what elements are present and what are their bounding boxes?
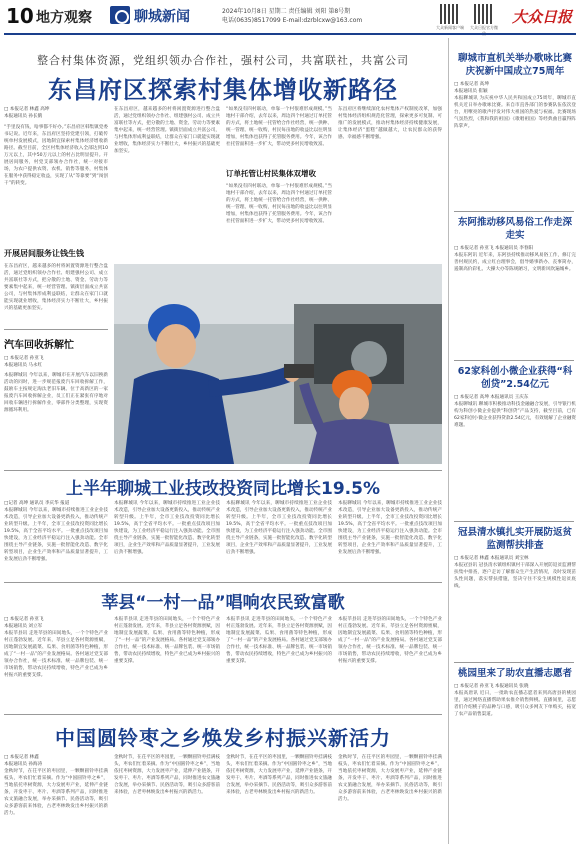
sidebar-story-byline: □ 本报记者 孙亚飞 本报通讯员 李春阳	[454, 246, 534, 251]
lead-body: “如果没有四村联动，单靠一个村很难形成规模。”当地村干部介绍，去年以来，周边四个村通过订单托管的方式，将土地统一托管给合作社经营，统一供种、统一管理、统一收购，村民每亩地的收益比以往明显增加，村集体也获得了托管服务费用。今年，该合作社托管面积进一步扩大，带动更多村民增收致富。	[226, 107, 332, 147]
story2-col-2	[114, 500, 220, 578]
qr-caption: 大众日报官方微	[470, 25, 498, 30]
divider	[454, 521, 574, 522]
story4-col-4	[338, 754, 442, 842]
story2-body: 本报聊城讯 今年以来，聊城市持续推进工业企业技术改造，引导企业加大设备更新投入，推动传统产业转型升级。上半年，全市工业技改投资同比增长19.5%，高于全省平均水平。一批重点技改项目加快建设，为工业经济平稳运行注入强劲动能。全市围绕主导产业链条，实施一批智能化改造、数字化转型项目，企业生产效率和产品质量显著提升，工业发展后劲不断增强。	[226, 501, 332, 555]
story3-body: 本报莘县讯 走进莘县的田间地头，一个个特色产业村正蓬勃发展。近年来，莘县立足各村资源禀赋，因地制宜发展蔬菜、瓜果、食用菌等特色种植，形成了“一村一品”的产业发展格局。各村通过党支部领办合作社，统一技术标准、统一品牌包装、统一市场销售，带动农民持续增收，特色产业已成为乡村振兴的重要支撑。	[226, 617, 332, 664]
sidebar-story-byline: □ 本报记者 高坤 本报通讯员 王庆东	[454, 395, 529, 400]
story3-body: 本报莘县讯 走进莘县的田间地头，一个个特色产业村正蓬勃发展。近年来，莘县立足各村资源禀赋，因地制宜发展蔬菜、瓜果、食用菌等特色种植，形成了“一村一品”的产业发展格局。各村通过党支部领办合作社，统一技术标准、统一品牌包装、统一市场销售，带动农民持续增收，特色产业已成为乡村振兴的重要支撑。	[4, 631, 108, 678]
divider	[454, 360, 574, 361]
lead-body: 在东昌府区，越来越多的村将闲置资源进行整合盘活，通过党组织领办合作社、组建强村公司、成立共富联社等方式，把分散的土地、资金、劳动力等要素集中起来，统一经营管理。镇街层面成立共富公司，与村集体形成利益联结，让群众在家门口就能实现就业增收，集体经济实力不断壮大，乡村振兴的基础更加坚实。	[4, 264, 108, 311]
sidebar	[448, 38, 576, 844]
brief-box	[4, 329, 108, 442]
lead-body: “如果没有四村联动，单靠一个村很难形成规模。”当地村干部介绍，去年以来，周边四个村通过订单托管的方式，将土地统一托管给合作社经营，统一供种、统一管理、统一收购，村民每亩地的收益比以往明显增加，村集体也获得了托管服务费用。今年，该合作社托管面积进一步扩大，带动更多村民增收致富。	[226, 184, 332, 224]
section-name: 地方观察	[36, 10, 92, 26]
qr-code-icon	[440, 4, 460, 24]
qr-code-icon	[474, 4, 494, 24]
story4-body: 金秋时节，在茌平区的枣园里，一颗颗圆铃枣挂满枝头，枣农们忙着采摘。作为“中国圆铃枣之乡”，当地依托枣树资源，大力发展枣产业，延伸产业链条，开发枣干、枣片、枣酒等系列产品，同时推进农文旅融合发展，举办采摘节、民俗活动等，吸引众多游客前来体验，古老枣林焕发出乡村振兴的新活力。	[338, 755, 442, 802]
story2-body: 本报聊城讯 今年以来，聊城市持续推进工业企业技术改造，引导企业加大设备更新投入，推动传统产业转型升级。上半年，全市工业技改投资同比增长19.5%，高于全省平均水平。一批重点技改项目加快建设，为工业经济平稳运行注入强劲动能。全市围绕主导产业链条，实施一批智能化改造、数字化转型项目，企业生产效率和产品质量显著提升，工业发展后劲不断增强。	[4, 508, 108, 562]
story2-col-4	[338, 500, 442, 578]
story3-byline: □ 本报记者 孙亚飞 本报通讯员 刘立军	[4, 617, 44, 629]
divider	[454, 211, 574, 212]
story4-byline: □ 本报记者 林鑫 本报通讯员 孙海涛	[4, 755, 43, 767]
masthead-rule	[4, 33, 576, 35]
story4-col-2	[114, 754, 220, 842]
story3-col-1	[4, 616, 108, 708]
edition-meta: 2024年10月8日 星期二 责任编辑 刘阳 第8号期 电话(0635)8517099 E-mail:dzrblcxw@163.com	[222, 8, 363, 24]
sidebar-story-title: 东阿推动移风易俗工作走深走实	[457, 217, 572, 241]
sidebar-story-byline: □ 本报记者 林鑫 本报通讯员 刘宝林	[454, 556, 529, 561]
page-name: 聊城新闻	[134, 9, 190, 25]
brief-body: 本报聊城讯 今年以来，聊城市在开展汽车以旧换新活动的同时，进一步规范报废汽车回收拆解工作，鼓励车主按规定淘汰老旧车辆。位于高新区的一家报废汽车回收拆解企业，员工们正在紧张有序地对回收车辆进行拆解作业，零部件分类整理，实现资源循环利用。	[4, 373, 108, 413]
story2-headline: 上半年聊城工业技改投资同比增长19.5%	[66, 479, 380, 499]
sidebar-story-body: 本报冠县讯 冠县清水镇组织镇村干部深入开展防返贫监测帮扶集中排查，逐户走访了解群众生产生活情况，及时发现苗头性问题，落实帮扶措施，坚决守住不发生规模性返贫底线。	[454, 563, 576, 589]
sidebar-story-title: 冠县清水镇扎实开展防返贫监测帮扶排查	[457, 527, 572, 551]
story3-body: 本报莘县讯 走进莘县的田间地头，一个个特色产业村正蓬勃发展。近年来，莘县立足各村资源禀赋，因地制宜发展蔬菜、瓜果、食用菌等特色种植，形成了“一村一品”的产业发展格局。各村通过党支部领办合作社，统一技术标准、统一品牌包装、统一市场销售，带动农民持续增收，特色产业已成为乡村振兴的重要支撑。	[338, 617, 442, 664]
lead-body: 东昌府区将继续深化农村集体产权制度改革，加强村集体经济组织规范化管理，探索更多可复制、可推广的发展模式，推动村集体经济持续健康发展，让集体经济“蛋糕”越做越大，让农民群众的获得感、幸福感不断增强。	[338, 107, 442, 140]
lead-byline: □ 本报记者 林鑫 高坤 本报通讯员 孙长鹤	[4, 107, 50, 119]
story4-col-3	[226, 754, 332, 842]
lead-headline: 东昌府区探索村集体增收新路径	[48, 76, 398, 104]
sidebar-story-title: 桃园里来了助农直播志愿者	[457, 668, 572, 679]
paper-badge-icon	[110, 6, 130, 24]
divider	[4, 470, 442, 471]
story4-headline: 中国圆铃枣之乡焕发乡村振兴新活力	[55, 726, 391, 750]
story4-body: 金秋时节，在茌平区的枣园里，一颗颗圆铃枣挂满枝头，枣农们忙着采摘。作为“中国圆铃枣之乡”，当地依托枣树资源，大力发展枣产业，延伸产业链条，开发枣干、枣片、枣酒等系列产品，同时推进农文旅融合发展，举办采摘节、民俗活动等，吸引众多游客前来体验，古老枣林焕发出乡村振兴的新活力。	[226, 755, 332, 795]
sidebar-story-title: 聊城市直机关举办歌咏比赛庆祝新中国成立75周年	[457, 53, 572, 77]
story3-body: 本报莘县讯 走进莘县的田间地头，一个个特色产业村正蓬勃发展。近年来，莘县立足各村资源禀赋，因地制宜发展蔬菜、瓜果、食用菌等特色种植，形成了“一村一品”的产业发展格局。各村通过党支部领办合作社，统一技术标准、统一品牌包装、统一市场销售，带动农民持续增收，特色产业已成为乡村振兴的重要支撑。	[114, 617, 220, 664]
lead-col-2	[114, 106, 220, 262]
divider	[4, 714, 442, 715]
brief-byline: □ 本报记者 孙亚飞 本报通讯员 马永红	[4, 356, 44, 368]
sidebar-story-body: 本报东阿讯 近年来，东阿县持续推动移风易俗工作，修订完善村规民约，成立红白理事会，倡导婚事新办、丧事简办，遏制高价彩礼、大操大办等陈规陋习，文明新风吹遍城乡。	[454, 253, 576, 272]
story3-col-4	[338, 616, 442, 708]
lead-body: 在东昌府区，越来越多的村将闲置资源进行整合盘活，通过党组织领办合作社、组建强村公司、成立共富联社等方式，把分散的土地、资金、劳动力等要素集中起来，统一经营管理。镇街层面成立共富公司，与村集体形成利益联结，让群众在家门口就能实现就业增收，集体经济实力不断壮大，乡村振兴的基础更加坚实。	[114, 107, 220, 154]
sidebar-story-byline: □ 本报记者 孙亚飞 本报通讯员 张晓	[454, 684, 529, 689]
story2-col-1	[4, 500, 108, 578]
sidebar-story-body: 本报聊城讯 为庆祝中华人民共和国成立75周年，聊城市直机关近日举办歌咏比赛。来自市直各部门的参赛队伍依次登台，用嘹亮的歌声抒发对伟大祖国的热爱与祝福。比赛现场气氛热烈，《我和我的祖国》《歌唱祖国》等经典曲目赢得阵阵掌声。	[454, 96, 576, 129]
newspaper-logo: 大众日报	[512, 8, 573, 26]
story2-body: 本报聊城讯 今年以来，聊城市持续推进工业企业技术改造，引导企业加大设备更新投入，推动传统产业转型升级。上半年，全市工业技改投资同比增长19.5%，高于全省平均水平。一批重点技改项目加快建设，为工业经济平稳运行注入强劲动能。全市围绕主导产业链条，实施一批智能化改造、数字化转型项目，企业生产效率和产品质量显著提升，工业发展后劲不断增强。	[338, 501, 442, 555]
sidebar-story-body: 本报聊城讯 聊城市积极推动科技金融融合发展，引导银行机构为科创小微企业提供“科创贷”产品支持，截至目前，已有62家科创小微企业获得贷款2.54亿元，有效缓解了企业融资难题。	[454, 402, 576, 428]
news-photo	[114, 264, 442, 464]
masthead	[0, 0, 580, 36]
story3-col-3	[226, 616, 332, 708]
divider	[454, 662, 574, 663]
main-content	[4, 38, 442, 844]
lead-subhead: 订单托管让村民集体双增收	[226, 169, 316, 178]
story4-body: 金秋时节，在茌平区的枣园里，一颗颗圆铃枣挂满枝头，枣农们忙着采摘。作为“中国圆铃枣之乡”，当地依托枣树资源，大力发展枣产业，延伸产业链条，开发枣干、枣片、枣酒等系列产品，同时推进农文旅融合发展，举办采摘节、民俗活动等，吸引众多游客前来体验，古老枣林焕发出乡村振兴的新活力。	[114, 755, 220, 795]
story2-col-3	[226, 500, 332, 578]
sidebar-story-byline: □ 本报记者 高坤 本报通讯员 崔颖	[454, 82, 489, 94]
story2-body: 本报聊城讯 今年以来，聊城市持续推进工业企业技术改造，引导企业加大设备更新投入，推动传统产业转型升级。上半年，全市工业技改投资同比增长19.5%，高于全省平均水平。一批重点技改项目加快建设，为工业经济平稳运行注入强劲动能。全市围绕主导产业链条，实施一批智能化改造、数字化转型项目，企业生产效率和产品质量显著提升，工业发展后劲不断增强。	[114, 501, 220, 555]
lead-col-3	[226, 106, 332, 262]
story2-byline: □记者 高坤 通讯员 李庆华 报道	[4, 501, 70, 506]
photo-illustration	[114, 264, 442, 464]
divider	[4, 582, 442, 583]
qr-caption: 大众新闻客户端	[436, 25, 464, 30]
story4-col-1	[4, 754, 108, 842]
brief-title: 汽车回收拆解忙	[4, 340, 74, 351]
story3-col-2	[114, 616, 220, 708]
lead-subhead: 开展居间服务让钱生钱	[4, 249, 84, 258]
sidebar-story-body: 本报高唐讯 近日，一批助农直播志愿者来到高唐县的桃园里，通过网络直播帮助果农推介销售鲜桃。直播间里，志愿者们介绍桃子的品种与口感，吸引众多网友下单购买，拓宽了农产品销售渠道。	[454, 691, 576, 717]
sidebar-story-title: 62家科创小微企业获得“科创贷”2.54亿元	[457, 366, 573, 390]
page-number: 10	[6, 4, 34, 28]
story3-headline: 莘县“一村一品”唱响农民致富歌	[101, 593, 345, 613]
lead-kicker: 整合村集体资源，党组织领办合作社，强村公司，共富联社，共富公司	[37, 54, 409, 67]
lead-col-1	[4, 106, 108, 464]
story4-body: 金秋时节，在茌平区的枣园里，一颗颗圆铃枣挂满枝头，枣农们忙着采摘。作为“中国圆铃枣之乡”，当地依托枣树资源，大力发展枣产业，延伸产业链条，开发枣干、枣片、枣酒等系列产品，同时推进农文旅融合发展，举办采摘节、民俗活动等，吸引众多游客前来体验，古老枣林焕发出乡村振兴的新活力。	[4, 769, 108, 816]
lead-body: “手里没有钱，啥事都不好办。”东昌府区韩集镇党委书记说。近年来，东昌府区坚持党建引领，打破传统单村发展模式，因地制宜探索村集体经济增收新路径。截至目前，全区村集体经济收入全部达到10万元以上，其中50万元以上的村占比明显提升。开展居间服务，村党支部领办合作社，统一对接市场，为农户提供农资、农机、销售等服务，村集体在服务中获得稳定收益，实现了从“等靠要”到“闯创干”的转变。	[4, 125, 108, 186]
lead-col-4	[338, 106, 442, 262]
